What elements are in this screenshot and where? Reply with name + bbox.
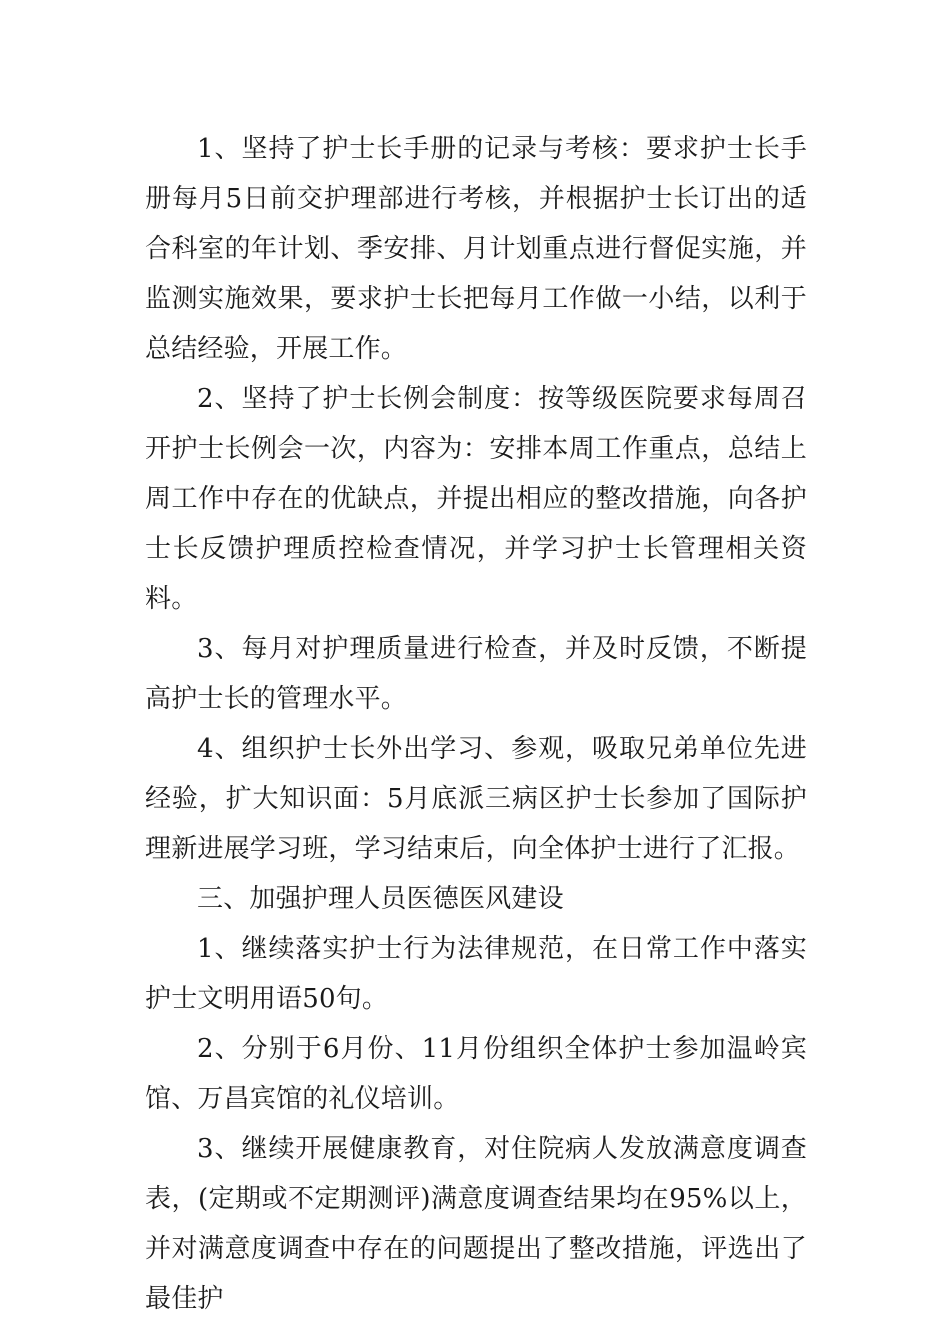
paragraph-head-nurse-meeting: 2、坚持了护士长例会制度：按等级医院要求每周召开护士长例会一次，内容为：安排本周工作重点，总结上周工作中存在的优缺点，并提出相应的整改措施，向各护士长反馈护理质控检查情况，并学习护士长管理相关资料。 bbox=[145, 384, 807, 614]
paragraph-monthly-quality-check: 3、每月对护理质量进行检查，并及时反馈，不断提高护士长的管理水平。 bbox=[145, 634, 807, 714]
section-heading-medical-ethics: 三、加强护理人员医德医风建设 bbox=[197, 884, 564, 914]
paragraph-handbook-assessment: 1、坚持了护士长手册的记录与考核：要求护士长手册每月5日前交护理部进行考核，并根据护士长订出的适合科室的年计划、季安排、月计划重点进行督促实施，并监测实施效果，要求护士长把每月工作做一小结，以利于总结经验，开展工作。 bbox=[145, 134, 807, 364]
document-body bbox=[145, 124, 807, 1324]
paragraph-etiquette-training: 2、分别于6月份、11月份组织全体护士参加温岭宾馆、万昌宾馆的礼仪培训。 bbox=[145, 1034, 807, 1114]
paragraph-health-education: 3、继续开展健康教育，对住院病人发放满意度调查表，(定期或不定期测评)满意度调查结果均在95%以上，并对满意度调查中存在的问题提出了整改措施，评选出了最佳护 bbox=[145, 1134, 807, 1314]
paragraph-conduct-norms: 1、继续落实护士行为法律规范，在日常工作中落实护士文明用语50句。 bbox=[145, 934, 807, 1014]
paragraph-external-study: 4、组织护士长外出学习、参观，吸取兄弟单位先进经验，扩大知识面：5月底派三病区护士长参加了国际护理新进展学习班，学习结束后，向全体护士进行了汇报。 bbox=[145, 734, 807, 864]
